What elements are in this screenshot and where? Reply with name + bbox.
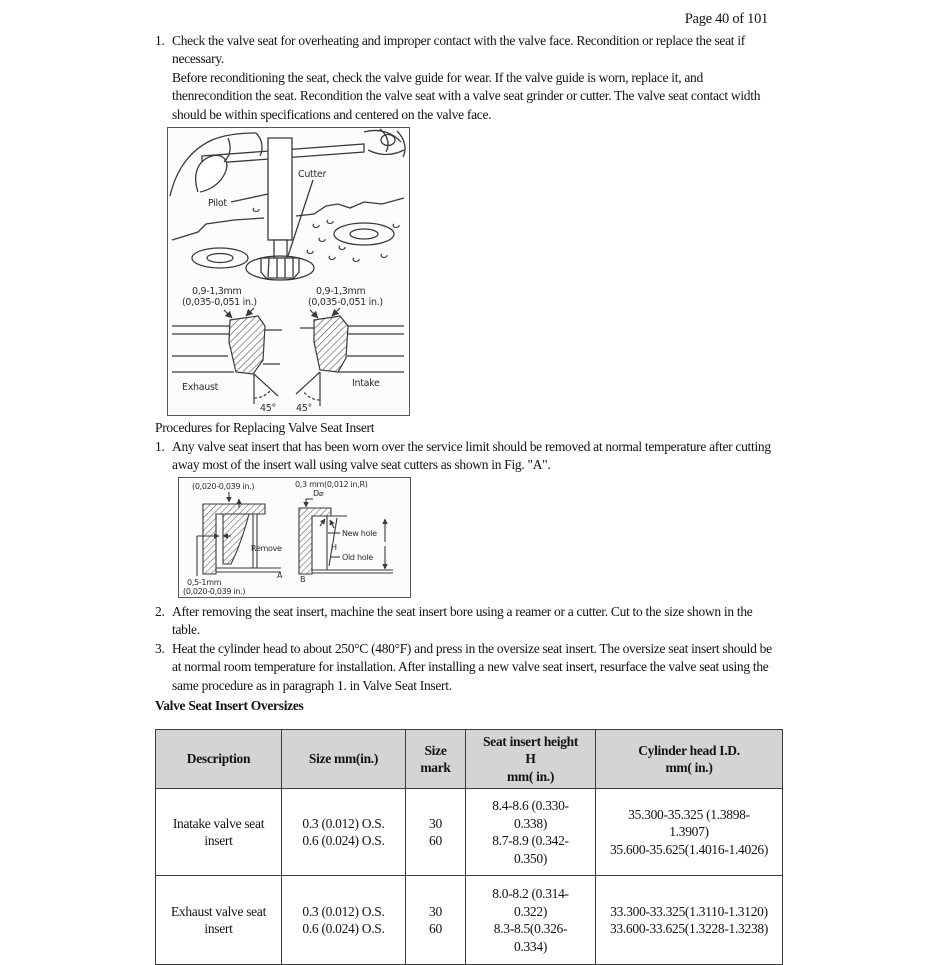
table-header-row [156,730,783,789]
header-height-line2: H [525,751,536,767]
fig-a-letter: A [277,570,283,580]
intake-width-mm: 0,9-1,3mm [316,286,366,298]
fig-a-bottom-dim-in: (0,020-0,039 in.) [183,586,246,596]
id-line: 33.600-33.625(1.3228-1.3238) [609,921,769,937]
table-title: Valve Seat Insert Oversizes [155,698,304,714]
head-wall-b [299,508,331,574]
procedures-item-2 [155,603,777,640]
header-size-mark-line2: mark [420,760,451,776]
height-line: 8.0-8.2 (0.314- [492,886,569,902]
header-id-line2: mm( in.) [665,760,713,776]
id-line: 35.300-35.325 (1.3898- [628,806,750,822]
height-label: H [331,542,337,552]
header-size-mark-line1: Size [424,742,447,758]
exhaust-angle-label: 45° [260,403,276,415]
exhaust-seat-section [229,316,265,374]
cell-insert-height [466,789,596,876]
item1-text: Check the valve seat for overheating and improper contact with the valve face. Recondition or replace the seat if necessary. [172,32,745,67]
page-number: Page 40 of 101 [684,11,768,27]
cell-size-mark [406,876,466,965]
cell-cylinder-head-id [596,789,783,876]
new-hole-label: New hole [342,528,377,538]
cell-insert-height [466,876,596,965]
figure-seat-insert-removal [178,477,411,598]
pilot-label: Pilot [208,198,227,210]
insert-to-remove [223,514,249,564]
intake-seat-section [314,316,348,372]
intake-width-in: (0,035-0,051 in.) [308,297,383,309]
valve-seat-cutter-drawing [168,128,408,414]
fig-b-letter: B [300,574,306,584]
intake-angle-label: 45° [296,403,312,415]
mark-line: 60 [429,921,442,937]
header-description: Description [156,730,282,789]
cell-description [156,876,282,965]
cell-cylinder-head-id [596,876,783,965]
height-line: 0.334) [513,938,548,954]
valve-seat-insert-oversizes-table [155,729,783,965]
fig-a-section [197,492,281,576]
description-line: Exhaust valve seat [170,903,267,919]
header-seat-insert-height [466,730,596,789]
cell-description [156,789,282,876]
pilot-shaft [268,138,292,240]
list-number: 1. [155,32,165,48]
id-line: 1.3907) [669,824,709,840]
list-number: 2. [155,603,165,619]
description-line: Inatake valve seat [172,815,265,831]
height-line: 8.4-8.6 (0.330- [492,798,569,814]
header-size: Size mm(in.) [282,730,406,789]
height-line: 0.350) [513,850,548,866]
old-hole-label: Old hole [342,552,373,562]
header-size-mark [406,730,466,789]
header-height-line3: mm( in.) [506,768,555,784]
cell-size-mark [406,789,466,876]
header-height-line1: Seat insert height [482,733,579,749]
item1-note: Before reconditioning the seat, check the valve guide for wear. If the valve guide is worn, replace it, and thenrecondition the seat. Recondition the valve seat with a valve seat grinder or cutter. The valve seat contact width should be within specifications and centered on the valve face. [172,69,761,122]
fig-a-top-dimension: (0,020-0,039 in.) [192,481,255,491]
fig-b-radius-dim: 0,3 mm(0,012 in,R) [295,479,368,489]
cutter-label: Cutter [298,169,327,181]
table-row-intake [156,789,783,876]
cell-size [282,789,406,876]
diameter-label: D⌀ [313,488,324,498]
procedures-item1-text: Any valve seat insert that has been worn over the service limit should be removed at normal temperature after cutting away most of the insert wall using valve seat cutters as shown in Fig. "A". [172,438,771,473]
size-line: 0.6 (0.024) O.S. [302,833,385,849]
description-line: insert [204,921,233,937]
mark-line: 30 [429,815,442,831]
size-line: 0.3 (0.012) O.S. [302,903,385,919]
header-id-line1: Cylinder head I.D. [638,742,740,758]
height-line: 0.322) [513,903,548,919]
cutter-tool-illustration [170,129,405,280]
id-line: 33.300-33.325(1.3110-1.3120) [610,903,768,919]
height-line: 8.7-8.9 (0.342- [492,833,569,849]
procedures-item-3 [155,640,777,695]
list-number: 1. [155,438,165,454]
table-row-exhaust [156,876,783,965]
procedures-item3-text: Heat the cylinder head to about 250°C (480°F) and press in the oversize seat insert. The oversize seat insert should be at normal room temperature for installation. After installing a new valve seat insert, resurface the valve seat using the same procedure as in paragraph 1. in Valve Seat Insert. [172,640,772,693]
procedures-item-1 [155,438,777,475]
height-line: 8.3-8.5(0.326- [493,921,568,937]
list-number: 3. [155,640,165,656]
seat-insert-removal-drawing [179,478,409,596]
procedures-heading: Procedures for Replacing Valve Seat Insert [155,420,375,436]
header-cylinder-head-id [596,730,783,789]
remove-label: Remove [251,543,282,553]
exhaust-label: Exhaust [182,382,219,394]
figure-valve-seat-cutter [167,127,410,416]
intake-label: Intake [352,378,380,390]
size-line: 0.6 (0.024) O.S. [302,921,385,937]
fig-a-bottom-dim-mm: 0,5-1mm [187,577,222,587]
size-line: 0.3 (0.012) O.S. [302,815,385,831]
mark-line: 60 [429,833,442,849]
description-line: insert [204,833,233,849]
id-line: 35.600-35.625(1.4016-1.4026) [609,841,769,857]
procedures-item2-text: After removing the seat insert, machine the seat insert bore using a reamer or a cutter. Cut to the size shown in the table. [172,603,753,638]
exhaust-width-in: (0,035-0,051 in.) [182,297,257,309]
exhaust-width-mm: 0,9-1,3mm [192,286,242,298]
height-line: 0.338) [513,815,548,831]
cell-size [282,876,406,965]
mark-line: 30 [429,903,442,919]
list-item-1 [155,32,777,124]
